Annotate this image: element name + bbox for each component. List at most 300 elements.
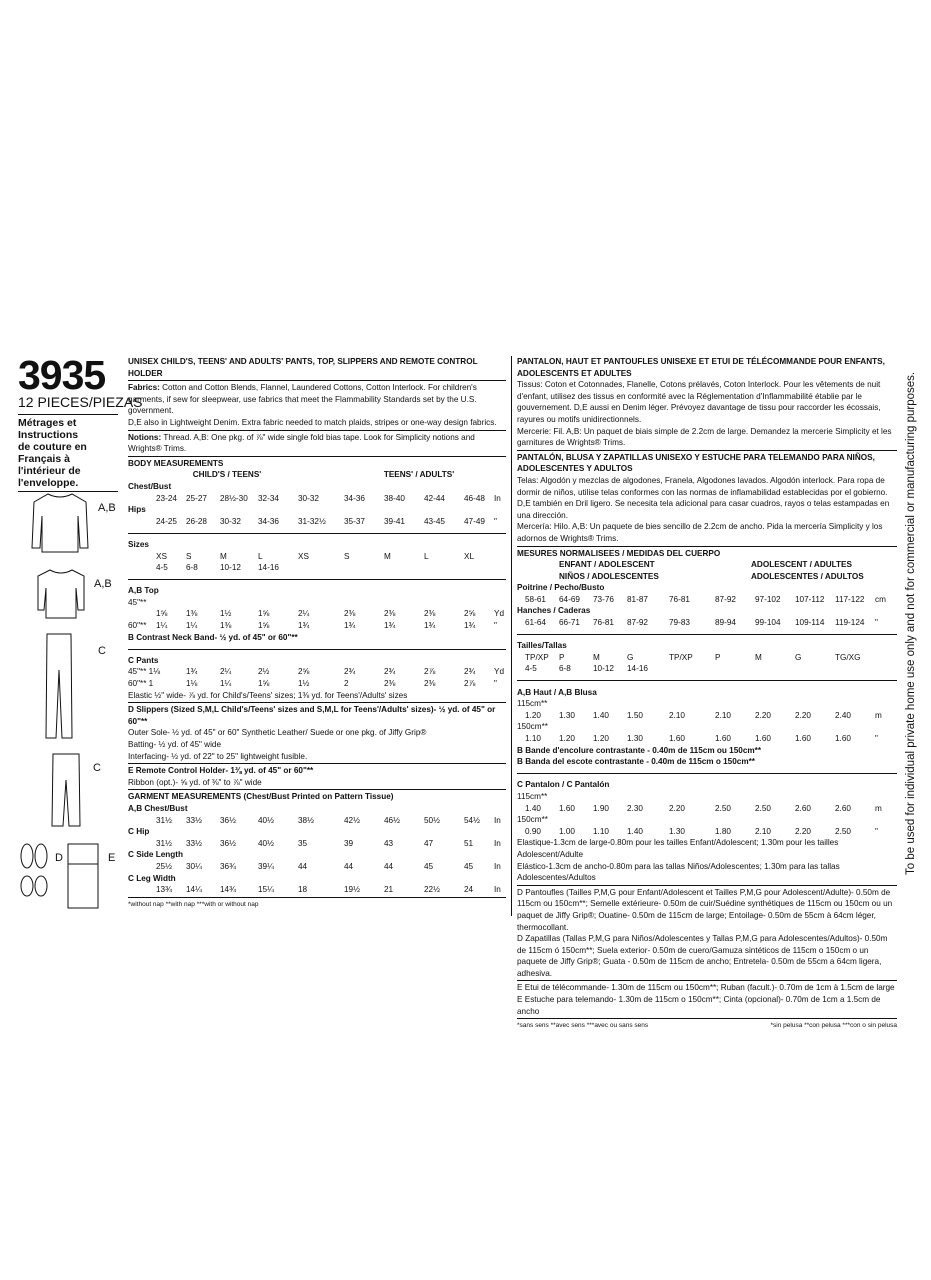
column-divider	[511, 356, 512, 916]
pants-view-1-illustration	[44, 630, 74, 742]
table-cell: 1⅝	[156, 609, 168, 619]
table-cell: S	[344, 551, 350, 561]
table-cell: 13¾	[156, 885, 172, 895]
table-cell: 1.30	[669, 826, 685, 836]
view-label-c-2: C	[93, 762, 101, 774]
ab115-row	[517, 710, 897, 722]
table-cell: 2.60	[835, 803, 851, 813]
notions-paragraph: Notions: Thread. A,B: One pkg. of ⅞" wide single fold bias tape. Look for Simplicity notions and Wrights® Trims.	[128, 432, 475, 454]
table-cell: 25½	[156, 861, 172, 871]
etui-line: E Etui de télécommande- 1.30m de 115cm ou 150cm**; Ruban (facult.)- 0.70m de 1cm à 1.5cm de large	[517, 983, 895, 993]
english-column	[128, 356, 506, 910]
table-cell: 1¼	[156, 621, 168, 631]
table-cell: 1¾	[186, 667, 198, 677]
table-cell: G	[627, 652, 634, 662]
table-cell: ADOLESCENTES / ADULTOS	[751, 571, 864, 581]
table-cell: 38-40	[384, 493, 405, 503]
table-cell: 45"** 1⅛	[128, 667, 161, 677]
table-cell: 40½	[258, 815, 274, 825]
table-cell: 45"**	[128, 597, 147, 607]
table-cell: 23-24	[156, 493, 177, 503]
table-cell: Yd	[494, 609, 505, 619]
table-cell: 43	[384, 838, 394, 848]
table-cell: 1¾	[344, 621, 356, 631]
view-label-c-1: C	[98, 645, 106, 657]
table-cell: 1¼	[220, 679, 232, 689]
view-label-e: E	[108, 852, 116, 864]
pants-60-row	[128, 678, 506, 690]
table-cell: 6-8	[559, 664, 571, 674]
table-cell: 1⅜	[220, 621, 232, 631]
garment-measurements-table	[128, 791, 506, 895]
ribbon-line: Ribbon (opt.)- ⅝ yd. of ⅜" to ⅞" wide	[128, 777, 262, 787]
sizes-row	[128, 551, 506, 563]
table-cell	[494, 469, 506, 481]
table-cell: M	[384, 551, 391, 561]
table-cell: 15¼	[258, 885, 274, 895]
table-cell: 2⅞	[424, 667, 436, 677]
french-spanish-column	[517, 356, 897, 1032]
table-cell	[128, 527, 506, 539]
top-view-2-illustration	[36, 566, 86, 621]
table-cell: 76-81	[669, 594, 690, 604]
table-cell: Yd	[494, 667, 505, 677]
table-cell: In	[494, 838, 501, 848]
table-cell: 36½	[220, 838, 236, 848]
table-cell: C Pantalon / C Pantalón	[517, 780, 610, 790]
table-cell: 66-71	[559, 618, 580, 628]
table-cell: Hanches / Caderas	[517, 606, 591, 616]
c150-row	[517, 826, 897, 838]
table-cell: B Bande d'encolure contrastante - 0.40m de 115cm ou 150cm**	[517, 745, 762, 755]
table-cell: "	[494, 516, 497, 526]
table-cell: 30¼	[186, 861, 202, 871]
table-cell: 1⅝	[258, 621, 270, 631]
table-cell: 1.60	[755, 734, 771, 743]
table-cell: C Leg Width	[128, 873, 176, 883]
table-cell: Tailles/Tallas	[517, 641, 567, 651]
table-cell: 26-28	[186, 516, 207, 526]
table-cell: 117-122	[835, 594, 865, 604]
elastique-line: Elastique-1.3cm de large-0.80m pour les tailles Enfant/Adolescent; 1.30m pour les tailles Adolescent/Adulte	[517, 838, 839, 859]
table-cell: 30-32	[298, 493, 319, 503]
tailles-row	[517, 652, 897, 664]
table-cell: m	[875, 803, 882, 813]
table-cell: P	[715, 652, 721, 662]
table-cell: 47-49	[464, 516, 485, 526]
poitrine-row	[517, 594, 897, 606]
table-cell: 2¾	[464, 667, 476, 677]
g-hip-row	[128, 838, 506, 850]
table-cell: m	[875, 710, 882, 720]
table-cell: 1.20	[559, 734, 575, 743]
table-cell: 1.10	[593, 826, 609, 836]
table-cell: 14¾	[220, 885, 236, 895]
table-cell: 2⅝	[298, 667, 310, 677]
table-cell: 79-83	[669, 618, 690, 628]
table-cell: In	[494, 885, 501, 895]
table-cell: 45	[464, 861, 474, 871]
table-cell: TP/XP	[669, 652, 693, 662]
table-cell: 24	[464, 885, 474, 895]
table-cell: 99-104	[755, 618, 781, 628]
metric-measurements-table	[517, 548, 897, 838]
english-title: UNISEX CHILD'S, TEENS' AND ADULTS' PANTS, TOP, SLIPPERS AND REMOTE CONTROL HOLDER	[128, 357, 478, 378]
pattern-number: 3935	[18, 352, 106, 398]
table-cell: TP/XP	[525, 652, 549, 662]
hanches-row	[517, 617, 897, 629]
spanish-title: PANTALÓN, BLUSA Y ZAPATILLAS UNISEXO Y ESTUCHE PARA TELEMANDO PARA NIÑOS, ADOLESCENTES Y ADULTOS	[517, 452, 875, 474]
table-cell: 1½	[298, 679, 310, 689]
table-cell	[298, 469, 344, 481]
table-cell: 2⅜	[384, 679, 396, 689]
slippers-line: D Slippers (Sized S,M,L Child's/Teens' sizes and S,M,L for Teens'/Adults' sizes)- ½ yd. of 45" or 60"**	[128, 705, 496, 726]
table-cell: M	[220, 551, 227, 561]
table-cell	[875, 571, 897, 583]
table-cell: 33½	[186, 838, 202, 848]
table-cell: "	[875, 826, 878, 836]
table-cell: 60"**	[128, 621, 147, 631]
table-cell: 54½	[464, 815, 480, 825]
table-cell: 2.10	[669, 710, 685, 720]
table-cell	[669, 663, 897, 675]
table-cell	[517, 559, 525, 571]
table-cell: 10-12	[220, 563, 241, 573]
table-cell: 60"** 1	[128, 679, 154, 689]
table-cell: 39¼	[258, 861, 274, 871]
table-cell: 1.30	[627, 734, 643, 743]
table-cell: 119-124	[835, 618, 865, 628]
table-cell: Poitrine / Pecho/Busto	[517, 583, 605, 593]
interfacing-line: Interfacing- ½ yd. of 22" to 25" lightweight fusible.	[128, 751, 308, 761]
table-cell	[128, 643, 506, 655]
estuche-line: E Estuche para telemando- 1.30m de 115cm o 150cm**; Cinta (opcional)- 0.70m de 1cm a 1.5cm de ancho	[517, 995, 881, 1016]
table-cell: 58-61	[525, 594, 546, 604]
table-cell: 2.10	[755, 826, 771, 836]
table-cell: 97-102	[755, 594, 781, 604]
table-cell: 107-112	[795, 594, 825, 604]
table-cell: 1.60	[715, 734, 731, 743]
remote-line: E Remote Control Holder- 1⅜ yd. of 45" or 60"**	[128, 766, 314, 776]
table-cell: 35	[298, 838, 308, 848]
table-cell: 31-32½	[298, 516, 326, 526]
table-cell: "	[875, 734, 878, 743]
abtop-60-row	[128, 620, 506, 632]
zapatillas-paragraph: D Zapatillas (Tallas P,M,G para Niños/Adolescentes y Tallas P,M,G para Adolescentes/Adultos)- 0.50m de 115cm ó 150cm**; Suela exterior- 0.50m de cuero/Gamuza sintéticos de 115cm o 150cm o un paquete de Jiffy Grip®; Guata - 0.50m de 115cm de ancho; Entretela- 0.50m de 55cm a 64cm ligera, adhesiva.	[517, 934, 888, 978]
hips-row	[128, 516, 506, 528]
view-label-ab-2: A,B	[94, 578, 112, 590]
table-cell: 1¾	[464, 621, 476, 631]
fabrics-paragraph-2: D,E also in Lightweight Denim. Extra fabric needed to match plaids, stripes or one-way design fabrics.	[128, 417, 497, 427]
elastico-line: Elástico-1.3cm de ancho-0.80m para las tallas Niños/Adolescentes; 1.30m para las tallas Adolescentes/Adultos	[517, 861, 840, 883]
table-cell: 2⅞	[464, 679, 476, 689]
french-title: PANTALON, HAUT ET PANTOUFLES UNISEXE ET ETUI DE TÉLÉCOMMANDE POUR ENFANTS, ADOLESCENTS ET ADULTES	[517, 357, 885, 378]
table-cell: 34-36	[258, 516, 279, 526]
table-cell: 6-8	[186, 563, 198, 573]
table-cell: 24-25	[156, 516, 177, 526]
table-cell	[517, 675, 897, 687]
table-cell: 2.20	[669, 803, 685, 813]
table-cell: Chest/Bust	[128, 481, 172, 491]
table-cell: 2¾	[344, 667, 356, 677]
table-cell	[517, 663, 525, 675]
table-cell: Sizes	[128, 539, 149, 549]
es-footnotes: *sans sens **avec sens ***avec ou sans sens *sin pelusa **con pelusa ***con o sin pelusa	[517, 1022, 897, 1030]
remote-holder-illustration	[66, 842, 100, 912]
table-cell: 2.20	[755, 710, 771, 720]
english-footnote: *without nap **with nap ***with or without nap	[128, 900, 259, 908]
table-cell: 1.60	[559, 803, 575, 813]
table-cell: MESURES NORMALISEES / MEDIDAS DEL CUERPO	[517, 548, 721, 558]
table-cell: TEENS' / ADULTS'	[383, 470, 455, 480]
table-cell	[875, 559, 897, 571]
table-cell: 1¾	[384, 621, 396, 631]
table-cell	[128, 493, 156, 505]
sizes-num-row	[128, 562, 506, 574]
table-cell: 2.40	[835, 710, 851, 720]
table-cell: 1.30	[559, 710, 575, 720]
slippers-illustration	[18, 840, 50, 900]
table-cell: 14¼	[186, 885, 202, 895]
pantoufles-paragraph: D Pantoufles (Tailles P,M,G pour Enfant/Adolescent et Tailles P,M,G pour Adolescent/Adulte)- 0.50m de 115cm ou 150cm**; Semelle extérieure- 0.50m de cuir/Suédine synthétiques de 115cm ou 150cm ou un paquet de Jiffy Grip®; Ouatine- 0.50m de 115cm de large; Entoilage- 0.50m de 55cm à 64cm léger, thermocollant.	[517, 887, 893, 932]
table-cell: 2.20	[795, 710, 811, 720]
table-cell: 1.60	[835, 734, 851, 743]
table-cell: 2.30	[627, 803, 643, 813]
table-cell	[875, 652, 897, 664]
table-cell: cm	[875, 594, 886, 604]
table-cell: P	[559, 652, 565, 662]
table-cell: In	[494, 493, 501, 503]
pants-view-2-illustration	[50, 750, 82, 830]
table-cell: NIÑOS / ADOLESCENTES	[559, 571, 659, 581]
table-cell: 87-92	[715, 594, 736, 604]
table-cell: L	[258, 551, 263, 561]
table-cell: B Banda del escote contrastante - 0.40m de 115cm o 150cm**	[517, 757, 755, 767]
table-cell	[128, 574, 506, 586]
table-cell: 4-5	[156, 563, 168, 573]
table-cell: 1.40	[593, 710, 609, 720]
table-cell: 21	[384, 885, 394, 895]
table-cell	[494, 551, 506, 563]
table-cell: 1⅝	[258, 609, 270, 619]
g-side-row	[128, 861, 506, 873]
tailles-num-row	[517, 663, 897, 675]
table-cell	[128, 551, 156, 563]
usage-restriction-note: To be used for individual private home use only and not for commercial or manufacturing purposes.	[905, 371, 917, 875]
table-cell: A,B Haut / A,B Blusa	[517, 687, 597, 697]
table-cell	[128, 815, 156, 827]
table-cell: 46½	[384, 815, 400, 825]
table-cell: 39-41	[384, 516, 405, 526]
table-cell: 76-81	[593, 618, 614, 628]
table-cell	[525, 571, 559, 583]
table-cell: 2¼	[298, 609, 310, 619]
table-cell: "	[875, 618, 878, 628]
table-cell: 2⅜	[424, 609, 436, 619]
table-cell: 31½	[156, 815, 172, 825]
chest-row	[128, 493, 506, 505]
table-cell: 2.20	[795, 826, 811, 836]
table-cell: 150cm**	[517, 815, 548, 825]
table-cell: In	[494, 815, 501, 825]
table-cell: 36¾	[220, 861, 236, 871]
table-cell: 81-87	[627, 594, 648, 604]
table-cell: 45	[424, 861, 434, 871]
table-cell	[517, 617, 525, 629]
table-cell: 32-34	[258, 493, 279, 503]
table-cell: 2.10	[715, 710, 731, 720]
table-cell	[517, 803, 525, 815]
table-cell	[128, 469, 156, 481]
french-instructions-note: Métrages et Instructions de couture en Français à l'intérieur de l'enveloppe.	[18, 414, 118, 492]
table-cell: 46-48	[464, 493, 485, 503]
table-cell: 2.50	[835, 826, 851, 836]
table-cell: 44	[344, 861, 354, 871]
table-cell: 1.60	[669, 734, 685, 743]
view-label-d: D	[55, 852, 63, 864]
table-cell: ENFANT / ADOLESCENT	[559, 560, 655, 570]
table-cell: 87-92	[627, 618, 648, 628]
table-cell: 38½	[298, 815, 314, 825]
c115-row	[517, 803, 897, 815]
table-cell: 1½	[220, 609, 232, 619]
table-cell: 18	[298, 885, 308, 895]
table-cell: A,B Top	[128, 586, 159, 596]
table-cell: 0.90	[525, 826, 541, 836]
table-cell: 1.60	[795, 734, 811, 743]
fabrics-paragraph: Fabrics: Cotton and Cotton Blends, Flannel, Laundered Cottons, Cotton Interlock. For children's garments, if sew for sleepwear, use fabrics that meet the Flammability Standards set by the U.S. government.	[128, 383, 477, 416]
table-cell: ADOLESCENT / ADULTES	[751, 560, 852, 570]
table-cell: XL	[464, 551, 475, 561]
table-cell: 44	[298, 861, 308, 871]
table-cell: 109-114	[795, 618, 825, 628]
body-measurements-table	[128, 458, 506, 701]
table-cell: 2¾	[384, 667, 396, 677]
pieces-count: 12 PIECES/PIEZAS	[18, 394, 143, 410]
table-cell: C Pants	[128, 655, 159, 665]
table-cell	[517, 826, 525, 838]
table-cell	[128, 562, 156, 574]
table-cell	[517, 733, 525, 745]
table-cell: 1¾	[298, 621, 310, 631]
table-cell: 47	[424, 838, 434, 848]
table-cell: M	[755, 652, 762, 662]
table-cell: 2⅜	[384, 609, 396, 619]
table-cell: 2.50	[755, 803, 771, 813]
table-cell	[517, 710, 525, 722]
table-cell: 1.50	[627, 710, 643, 720]
table-cell: 2¼	[220, 667, 232, 677]
table-cell: 1⅛	[186, 679, 198, 689]
table-cell: 51	[464, 838, 474, 848]
ab150-row	[517, 733, 897, 745]
table-cell: Elastic ½" wide- ⅞ yd. for Child's/Teens' sizes; 1⅜ yd. for Teens'/Adults' sizes	[128, 690, 408, 700]
table-cell: 42½	[344, 815, 360, 825]
table-cell: 1.10	[525, 734, 541, 743]
table-cell	[517, 594, 525, 606]
table-cell: TG/XG	[835, 652, 861, 662]
table-cell: 19½	[344, 885, 360, 895]
table-cell: 115cm**	[517, 791, 548, 801]
table-cell	[517, 629, 897, 641]
table-cell: 89-94	[715, 618, 736, 628]
table-cell: 2½	[258, 667, 270, 677]
table-cell: 42-44	[424, 493, 445, 503]
table-cell: 22½	[424, 885, 440, 895]
g-leg-row	[128, 884, 506, 896]
table-cell: G	[795, 652, 802, 662]
table-cell: 33½	[186, 815, 202, 825]
table-cell: 1.00	[559, 826, 575, 836]
batting-line: Batting- ½ yd. of 45" wide	[128, 740, 222, 749]
table-cell: Hips	[128, 505, 146, 515]
table-cell: 30-32	[220, 516, 241, 526]
table-cell: 34-36	[344, 493, 365, 503]
table-cell	[525, 559, 559, 571]
table-cell: 36½	[220, 815, 236, 825]
table-cell: In	[494, 861, 501, 871]
table-cell: BODY MEASUREMENTS	[128, 458, 224, 468]
table-cell: 1.20	[593, 734, 609, 743]
table-cell: CHILD'S / TEENS'	[192, 470, 262, 480]
table-cell: M	[593, 652, 600, 662]
table-cell	[517, 768, 897, 780]
pants-45-row	[128, 666, 506, 678]
telas-paragraph: Telas: Algodón y mezclas de algodones, Franela, Algodones lavados. Algodón interlock. Para ropa de dormir de niños, utilise telas conformes con las normas de inflamabilidad establecidas por el gobierno. D,E también en Dril ligero. Se necesita tela adicional para casar cuadros, rayos o telas estampadas en una dirección.	[517, 475, 890, 520]
table-cell: 1.90	[593, 803, 609, 813]
table-cell: 25-27	[186, 493, 207, 503]
table-cell: 1¾	[424, 621, 436, 631]
table-cell: 1¼	[186, 621, 198, 631]
table-cell: 10-12	[593, 664, 614, 674]
view-label-ab-1: A,B	[98, 502, 116, 514]
table-cell: 1.40	[525, 803, 541, 813]
table-cell	[128, 516, 156, 528]
table-cell: 2⅜	[344, 609, 356, 619]
table-cell	[128, 838, 156, 850]
table-cell: 39	[344, 838, 354, 848]
table-cell: 1.40	[627, 826, 643, 836]
table-cell: 14-16	[258, 563, 279, 573]
table-cell: 43-45	[424, 516, 445, 526]
abtop-45-row	[128, 608, 506, 620]
table-cell: 2	[344, 679, 349, 689]
table-cell: 40½	[258, 838, 274, 848]
table-cell: 44	[384, 861, 394, 871]
table-cell: 61-64	[525, 618, 546, 628]
table-cell: XS	[298, 551, 309, 561]
table-cell: "	[494, 621, 497, 631]
g-chest-row	[128, 815, 506, 827]
table-cell: S	[186, 551, 192, 561]
table-cell: 1⅜	[186, 609, 198, 619]
table-cell: XS	[156, 551, 167, 561]
table-cell: C Hip	[128, 827, 150, 837]
table-cell: "	[494, 679, 497, 689]
table-cell: 1⅝	[258, 679, 270, 689]
table-cell: 28½-30	[220, 493, 248, 503]
table-cell	[298, 562, 506, 574]
top-view-1-illustration	[30, 490, 90, 555]
table-cell: B Contrast Neck Band- ½ yd. of 45" or 60"**	[128, 632, 298, 642]
table-cell	[128, 861, 156, 873]
table-cell: C Side Length	[128, 850, 184, 860]
table-cell: 1.20	[525, 710, 541, 720]
merceria-paragraph: Mercería: Hilo. A,B: Un paquete de bies sencillo de 2.2cm de ancho. Pida la mercería Simplicity y los adornos de Wrights® Trims.	[517, 522, 883, 543]
table-cell: L	[424, 551, 429, 561]
tissus-paragraph: Tissus: Coton et Cotonnades, Flanelle, Cotons prélavés, Coton Interlock. Pour les vêtements de nuit d'enfant, utilisez des tissus en conformité avec la Réglementation d'Inflammabilité établie par le gouvernement. D,E aussi en Denim léger. Prévoyez davantage de tissu pour raccorder les écossais, rayures ou motifs unidirectionnels.	[517, 380, 881, 424]
table-cell: 1.80	[715, 826, 731, 836]
